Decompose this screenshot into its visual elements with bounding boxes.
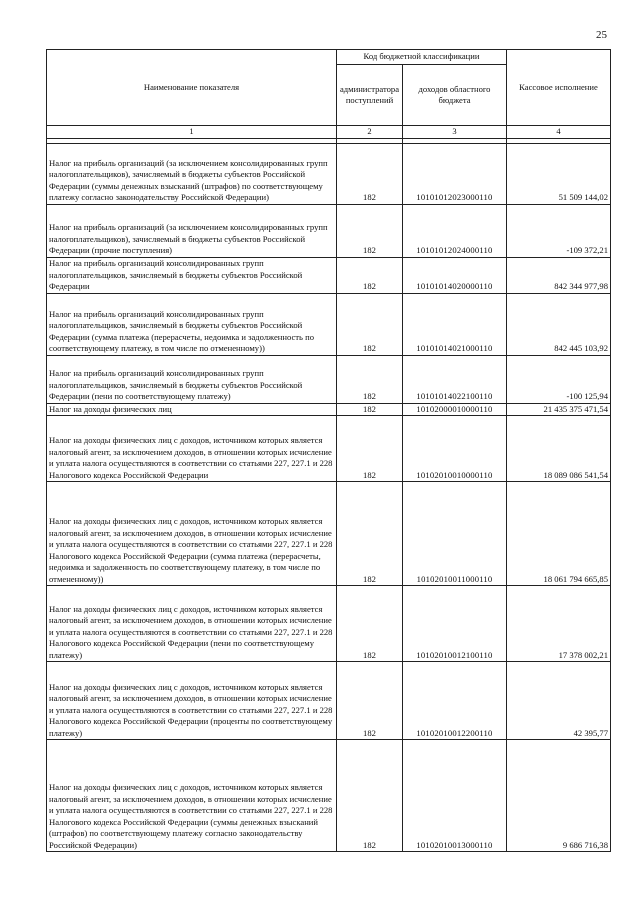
- header-indicator-name: Наименование показателя: [47, 50, 337, 126]
- row-admin-code: 182: [337, 586, 403, 662]
- header-cash-execution: Кассовое исполнение: [507, 50, 611, 126]
- budget-execution-table: [46, 49, 611, 852]
- table-row: [47, 204, 611, 257]
- row-amount: 42 395,77: [507, 662, 611, 740]
- row-budget-code: 10101014022100110: [403, 355, 507, 403]
- header-income-code: доходов областного бюджета: [403, 65, 507, 126]
- row-budget-code: 10102010013000110: [403, 740, 507, 852]
- row-amount: 21 435 375 471,54: [507, 403, 611, 416]
- row-amount: 17 378 002,21: [507, 586, 611, 662]
- row-name: Налог на прибыль организаций (за исключением консолидированных групп налогоплательщиков), зачисляемый в бюджеты субъектов Российской Федерации (суммы денежных взысканий (штрафов) по соответствующему платежу согласно законодательству Российской Федерации): [47, 143, 337, 204]
- row-budget-code: 10101014021000110: [403, 293, 507, 355]
- table-row: [47, 740, 611, 852]
- column-number-2: 2: [337, 126, 403, 139]
- row-admin-code: 182: [337, 740, 403, 852]
- column-number-4: 4: [507, 126, 611, 139]
- row-admin-code: 182: [337, 662, 403, 740]
- row-budget-code: 10101012024000110: [403, 204, 507, 257]
- row-admin-code: 182: [337, 355, 403, 403]
- row-name: Налог на доходы физических лиц: [47, 403, 337, 416]
- row-admin-code: 182: [337, 204, 403, 257]
- row-name: Налог на доходы физических лиц с доходов, источником которых является налоговый агент, за исключением доходов, в отношении которых исчисление и уплата налога осуществляются в соответствии со статьями 227, 227.1 и 228 Налогового кодекса Российской Федерации: [47, 416, 337, 482]
- row-budget-code: 10102010010000110: [403, 416, 507, 482]
- row-name: Налог на прибыль организаций консолидированных групп налогоплательщиков, зачисляемый в бюджеты субъектов Российской Федерации (сумма платежа (перерасчеты, недоимка и задолженность по соответствующему платежу, в том числе по отмененному)): [47, 293, 337, 355]
- row-amount: -100 125,94: [507, 355, 611, 403]
- row-amount: 18 089 086 541,54: [507, 416, 611, 482]
- row-name: Налог на прибыль организаций (за исключением консолидированных групп налогоплательщиков), зачисляемый в бюджеты субъектов Российской Федерации (прочие поступления): [47, 204, 337, 257]
- table-row: [47, 662, 611, 740]
- row-name: Налог на доходы физических лиц с доходов, источником которых является налоговый агент, за исключением доходов, в отношении которых исчисление и уплата налога осуществляются в соответствии со статьями 227, 227.1 и 228 Налогового кодекса Российской Федерации (суммы денежных взысканий (штрафов) по соответствующему платежу согласно законодательству Российской Федерации): [47, 740, 337, 852]
- row-name: Налог на доходы физических лиц с доходов, источником которых является налоговый агент, за исключением доходов, в отношении которых исчисление и уплата налога осуществляются в соответствии со статьями 227, 227.1 и 228 Налогового кодекса Российской Федерации (проценты по соответствующему платежу): [47, 662, 337, 740]
- row-name: Налог на прибыль организаций консолидированных групп налогоплательщиков, зачисляемый в бюджеты субъектов Российской Федерации: [47, 257, 337, 293]
- row-budget-code: 10102010012100110: [403, 586, 507, 662]
- column-number-1: 1: [47, 126, 337, 139]
- row-admin-code: 182: [337, 293, 403, 355]
- table-row: [47, 416, 611, 482]
- row-budget-code: 10102010011000110: [403, 482, 507, 586]
- row-budget-code: 10101014020000110: [403, 257, 507, 293]
- page-number: 25: [596, 29, 607, 41]
- row-amount: 18 061 794 665,85: [507, 482, 611, 586]
- row-name: Налог на доходы физических лиц с доходов, источником которых является налоговый агент, за исключением доходов, в отношении которых исчисление и уплата налога осуществляются в соответствии со статьями 227, 227.1 и 228 Налогового кодекса Российской Федерации (пени по соответствующему платежу): [47, 586, 337, 662]
- row-budget-code: 10102000010000110: [403, 403, 507, 416]
- table-row: [47, 257, 611, 293]
- row-admin-code: 182: [337, 416, 403, 482]
- row-admin-code: 182: [337, 403, 403, 416]
- column-number-3: 3: [403, 126, 507, 139]
- table-row: [47, 482, 611, 586]
- row-amount: -109 372,21: [507, 204, 611, 257]
- table-row: [47, 355, 611, 403]
- header-classification-code: Код бюджетной классификации: [337, 50, 507, 65]
- row-admin-code: 182: [337, 257, 403, 293]
- table-row: [47, 586, 611, 662]
- row-admin-code: 182: [337, 143, 403, 204]
- row-name: Налог на доходы физических лиц с доходов, источником которых является налоговый агент, за исключением доходов, в отношении которых исчисление и уплата налога осуществляются в соответствии со статьями 227, 227.1 и 228 Налогового кодекса Российской Федерации (сумма платежа (перерасчеты, недоимка и задолженность по соответствующему платежу, в том числе по отмененному)): [47, 482, 337, 586]
- table-row: [47, 293, 611, 355]
- row-name: Налог на прибыль организаций консолидированных групп налогоплательщиков, зачисляемый в бюджеты субъектов Российской Федерации (пени по соответствующему платежу): [47, 355, 337, 403]
- header-administrator: администратора поступлений: [337, 65, 403, 126]
- table-row: [47, 143, 611, 204]
- row-amount: 51 509 144,02: [507, 143, 611, 204]
- row-admin-code: 182: [337, 482, 403, 586]
- table-row: [47, 403, 611, 416]
- row-amount: 842 445 103,92: [507, 293, 611, 355]
- row-amount: 842 344 977,98: [507, 257, 611, 293]
- row-budget-code: 10102010012200110: [403, 662, 507, 740]
- row-amount: 9 686 716,38: [507, 740, 611, 852]
- row-budget-code: 10101012023000110: [403, 143, 507, 204]
